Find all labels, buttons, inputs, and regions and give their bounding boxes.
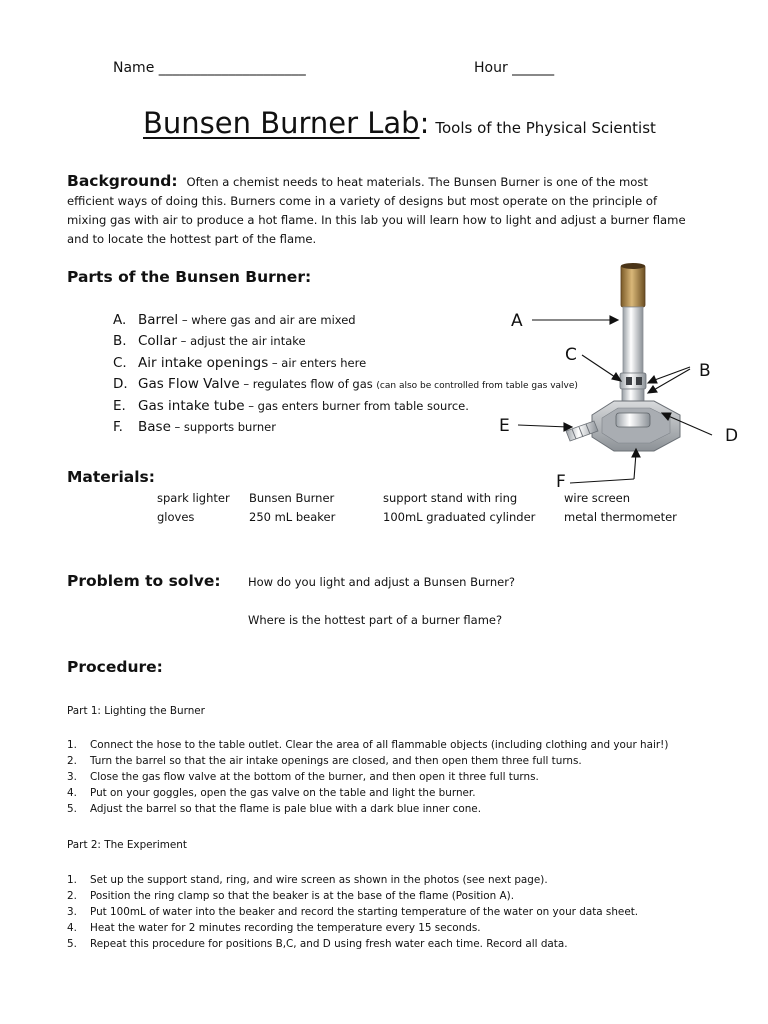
step-text: Position the ring clamp so that the beaker is at the base of the flame (Position A).	[90, 890, 515, 902]
part-desc: – where gas and air are mixed	[178, 313, 356, 327]
part-name: Collar	[138, 333, 178, 350]
list-item	[67, 922, 638, 938]
part-desc: – adjust the air intake	[177, 334, 306, 349]
page-title	[143, 106, 656, 140]
step-number: 3.	[67, 906, 77, 918]
material-item: 250 mL beaker	[249, 510, 336, 524]
part1-steps	[67, 739, 668, 819]
diagram-label-e: E	[499, 416, 510, 436]
material-item: 100mL graduated cylinder	[383, 510, 536, 524]
material-item: support stand with ring	[383, 491, 518, 505]
background-line-3: mixing gas with air to produce a hot flame. In this lab you will learn how to light and adjust a burner flame	[67, 213, 686, 227]
step-text: Turn the barrel so that the air intake openings are closed, and then open them three full turns.	[90, 755, 582, 767]
burner-illustration	[566, 263, 680, 451]
diagram-label-d: D	[725, 426, 739, 446]
procedure-heading: Procedure:	[67, 658, 163, 676]
background-line-4: and to locate the hottest part of the flame.	[67, 232, 317, 246]
background-line-2: efficient ways of doing this. Burners come in a variety of designs but most operate on the principle of	[67, 194, 658, 208]
hour-field-label: Hour ______	[474, 60, 555, 76]
step-text: Close the gas flow valve at the bottom of the burner, and then open it three full turns.	[90, 771, 539, 783]
part2-title: Part 2: The Experiment	[67, 839, 187, 851]
diagram-label-c: C	[565, 345, 577, 365]
title-main: Bunsen Burner Lab	[143, 106, 420, 140]
diagram-label-a: A	[511, 311, 523, 331]
step-text: Set up the support stand, ring, and wire screen as shown in the photos (see next page).	[90, 874, 548, 886]
material-item: Bunsen Burner	[249, 491, 335, 505]
part-letter: A.	[113, 312, 127, 328]
background-section	[67, 171, 686, 249]
step-number: 2.	[67, 755, 77, 767]
step-number: 3.	[67, 771, 77, 783]
diagram-label-b: B	[699, 361, 711, 381]
step-text: Adjust the barrel so that the flame is pale blue with a dark blue inner cone.	[90, 803, 482, 815]
part-desc: – regulates flow of gas	[239, 377, 377, 392]
part-name: Gas Flow Valve	[138, 376, 240, 393]
step-text: Connect the hose to the table outlet. Clear the area of all flammable objects (including clothing and your hair!)	[90, 739, 669, 751]
list-item	[67, 938, 638, 954]
material-item: metal thermometer	[564, 510, 677, 524]
background-line-1: Often a chemist needs to heat materials. The Bunsen Burner is one of the most	[186, 175, 648, 189]
step-text: Repeat this procedure for positions B,C, and D using fresh water each time. Record all data.	[90, 938, 568, 950]
part-name: Base	[138, 418, 171, 435]
title-colon: :	[419, 106, 430, 140]
label-arrows	[518, 316, 712, 483]
part-note: (can also be controlled from table gas valve)	[376, 381, 578, 392]
part-desc: – air enters here	[268, 355, 367, 370]
part-letter: C.	[113, 354, 127, 371]
list-item	[67, 755, 668, 771]
list-item	[67, 906, 638, 922]
problem-question-1: How do you light and adjust a Bunsen Burner?	[248, 575, 516, 589]
part-desc: – supports burner	[170, 419, 276, 434]
part1-title: Part 1: Lighting the Burner	[67, 705, 205, 717]
step-number: 1.	[67, 874, 77, 886]
parts-heading: Parts of the Bunsen Burner:	[67, 268, 312, 286]
part-letter: F.	[113, 418, 123, 435]
title-subtitle: Tools of the Physical Scientist	[435, 119, 656, 137]
materials-heading: Materials:	[67, 468, 155, 486]
material-item: gloves	[157, 510, 195, 524]
material-item: wire screen	[564, 491, 631, 505]
step-number: 5.	[67, 803, 77, 815]
name-field-label: Name _____________________	[113, 60, 306, 76]
step-number: 4.	[67, 787, 77, 799]
part-letter: E.	[113, 397, 126, 414]
step-text: Put on your goggles, open the gas valve on the table and light the burner.	[90, 787, 476, 799]
step-number: 5.	[67, 938, 77, 950]
material-item: spark lighter	[157, 491, 230, 505]
problem-heading: Problem to solve:	[67, 572, 221, 590]
part-letter: B.	[113, 333, 127, 350]
background-heading: Background:	[67, 172, 178, 190]
part-name: Air intake openings	[138, 354, 269, 371]
step-number: 2.	[67, 890, 77, 902]
step-text: Heat the water for 2 minutes recording the temperature every 15 seconds.	[90, 922, 481, 934]
step-number: 4.	[67, 922, 77, 934]
step-text: Put 100mL of water into the beaker and record the starting temperature of the water on your data sheet.	[90, 906, 639, 918]
part2-steps	[67, 874, 638, 954]
part-name: Barrel	[138, 312, 179, 328]
bunsen-burner-diagram	[490, 255, 750, 495]
list-item	[67, 874, 638, 890]
part-letter: D.	[113, 376, 128, 393]
list-item	[67, 771, 668, 787]
problem-question-2: Where is the hottest part of a burner flame?	[248, 613, 503, 627]
part-name: Gas intake tube	[138, 397, 245, 414]
list-item	[67, 890, 638, 906]
list-item	[67, 787, 668, 803]
list-item	[67, 803, 668, 819]
part-desc: – gas enters burner from table source.	[244, 398, 469, 413]
step-number: 1.	[67, 739, 77, 751]
list-item	[67, 739, 668, 755]
diagram-label-f: F	[556, 472, 566, 492]
